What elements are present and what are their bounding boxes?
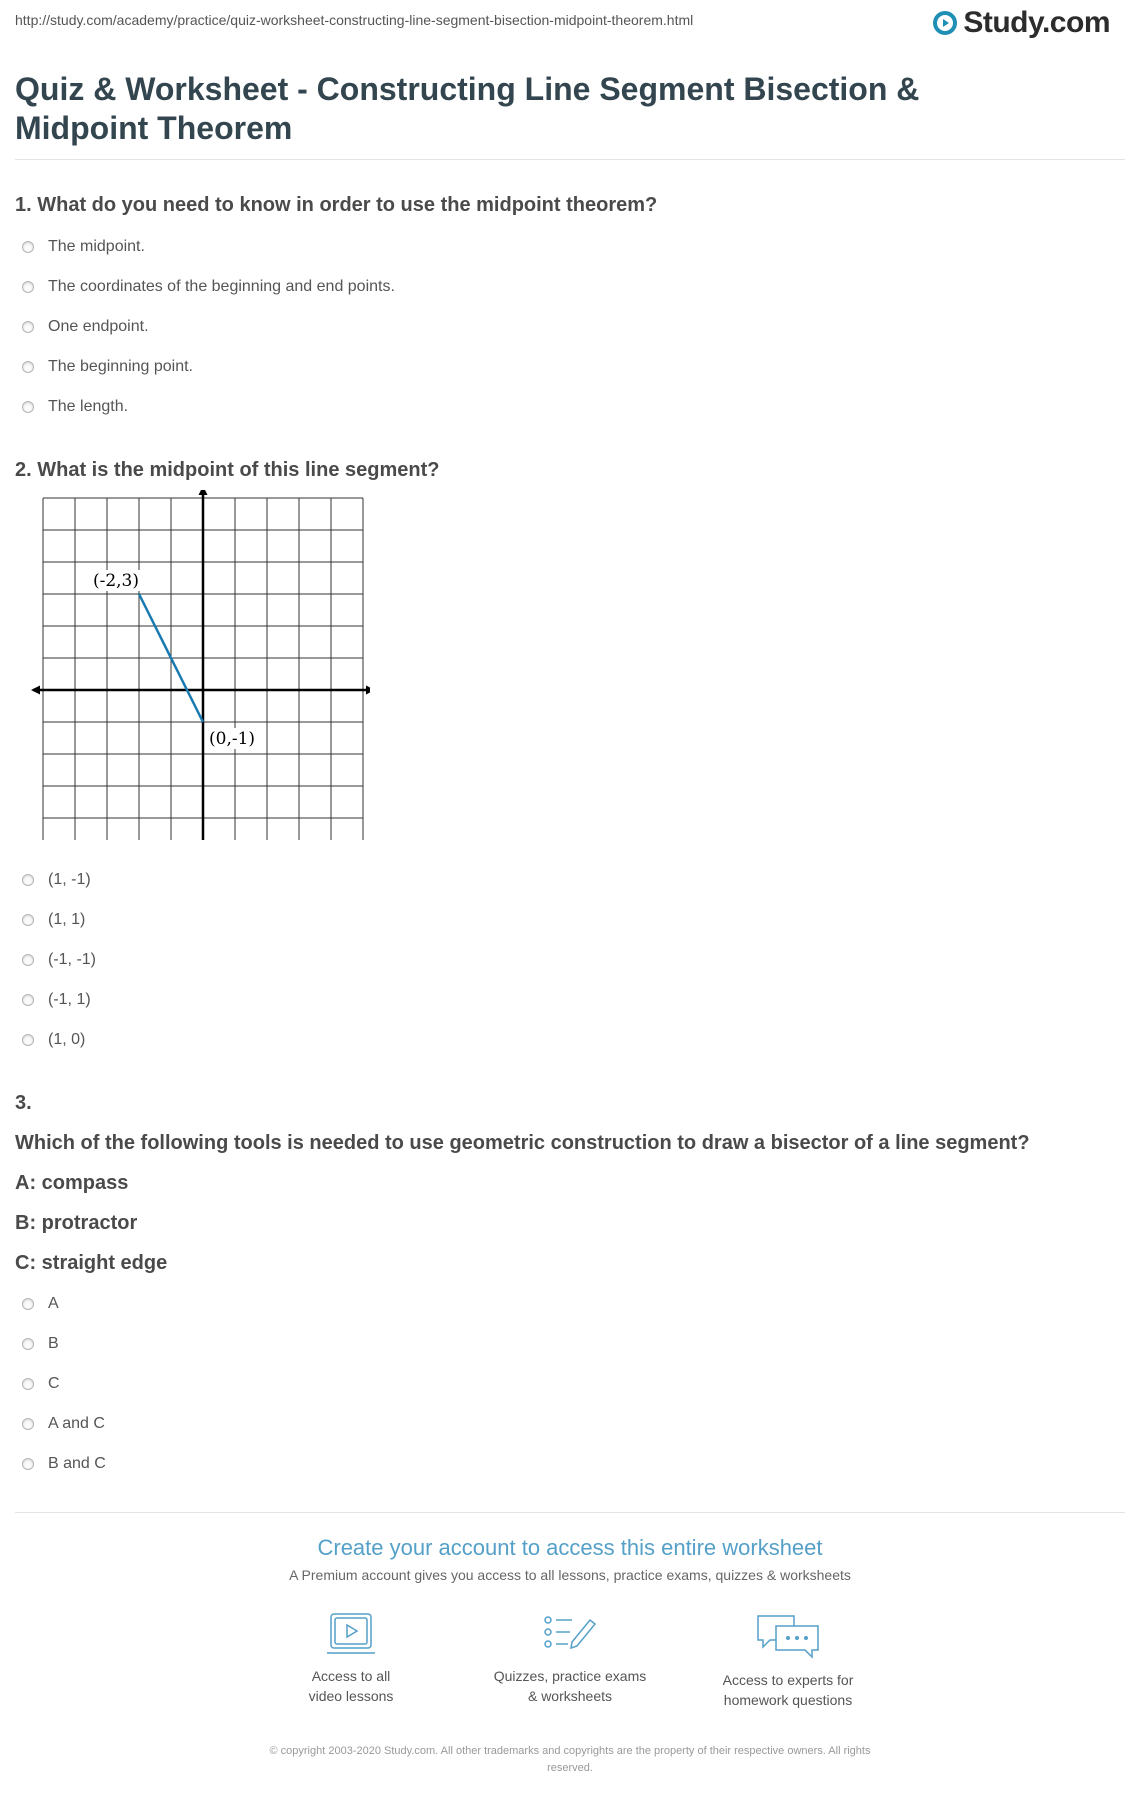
radio-button[interactable]	[22, 281, 34, 293]
question-1-options	[15, 227, 815, 427]
answer-option[interactable]	[15, 1284, 815, 1324]
question-3-choice-b: B: protractor	[15, 1212, 138, 1234]
question-2: 2. What is the midpoint of this line segment?	[15, 459, 440, 481]
answer-option[interactable]	[15, 1404, 815, 1444]
answer-option[interactable]	[15, 1324, 815, 1364]
question-2-options	[15, 860, 815, 1060]
answer-option[interactable]	[15, 227, 815, 267]
question-3-choice-a: A: compass	[15, 1172, 129, 1194]
copyright-line2: reserved.	[547, 1762, 593, 1774]
logo-text: Study.com	[963, 6, 1110, 39]
question-3	[15, 1083, 1115, 1283]
study-logo[interactable]	[933, 6, 1110, 40]
radio-button[interactable]	[22, 1338, 34, 1350]
axes	[31, 490, 370, 840]
answer-option[interactable]	[15, 900, 815, 940]
video-lesson-icon	[325, 1612, 377, 1656]
option-label: One endpoint.	[48, 318, 149, 335]
feature-quizzes	[470, 1612, 670, 1706]
option-label: The length.	[48, 398, 129, 415]
option-label: A	[48, 1295, 59, 1312]
answer-option[interactable]	[15, 267, 815, 307]
point-label: (0,-1)	[209, 729, 256, 749]
answer-option[interactable]	[15, 980, 815, 1020]
study-play-icon	[933, 11, 957, 35]
radio-button[interactable]	[22, 994, 34, 1006]
answer-option[interactable]	[15, 307, 815, 347]
feature-list	[15, 1612, 1125, 1722]
option-label: The coordinates of the beginning and end points.	[48, 278, 395, 295]
feature-label	[251, 1666, 451, 1706]
answer-option[interactable]	[15, 1444, 815, 1484]
radio-button[interactable]	[22, 1298, 34, 1310]
question-3-number: 3.	[15, 1092, 32, 1114]
question-3-text: Which of the following tools is needed to use geometric construction to draw a bisector of a line segment?	[15, 1132, 1030, 1154]
radio-button[interactable]	[22, 321, 34, 333]
feature-video-lessons	[251, 1612, 451, 1706]
cta-subtitle: A Premium account gives you access to all lessons, practice exams, quizzes & worksheets	[289, 1567, 851, 1583]
option-label: (1, 0)	[48, 1031, 86, 1048]
point-label: (-2,3)	[92, 571, 139, 591]
page-url: http://study.com/academy/practice/quiz-worksheet-constructing-line-segment-bisection-midpoint-theorem.html	[15, 12, 694, 28]
feature-label-line1: Access to experts for	[722, 1672, 854, 1688]
feature-label-line2: & worksheets	[527, 1688, 613, 1704]
answer-option[interactable]	[15, 387, 815, 427]
y-axis-arrow-up	[199, 490, 208, 495]
question-1: 1. What do you need to know in order to use the midpoint theorem?	[15, 194, 658, 216]
option-label: (-1, -1)	[48, 951, 96, 968]
option-label: C	[48, 1375, 60, 1392]
quiz-worksheet-icon	[542, 1612, 598, 1656]
radio-button[interactable]	[22, 1034, 34, 1046]
coordinate-graph	[20, 490, 370, 840]
option-label: (1, 1)	[48, 911, 86, 928]
feature-experts	[688, 1612, 888, 1710]
answer-option[interactable]	[15, 347, 815, 387]
radio-button[interactable]	[22, 401, 34, 413]
option-label: B	[48, 1335, 59, 1352]
radio-button[interactable]	[22, 954, 34, 966]
radio-button[interactable]	[22, 914, 34, 926]
answer-option[interactable]	[15, 1364, 815, 1404]
radio-button[interactable]	[22, 1458, 34, 1470]
feature-label	[470, 1666, 670, 1706]
chat-expert-icon	[756, 1612, 820, 1660]
x-axis-arrow-left	[31, 686, 40, 695]
answer-option[interactable]	[15, 1020, 815, 1060]
option-label: B and C	[48, 1455, 106, 1472]
feature-label-line2: video lessons	[308, 1688, 394, 1704]
option-label: The beginning point.	[48, 358, 193, 375]
copyright-line1: © copyright 2003-2020 Study.com. All other trademarks and copyrights are the property of their respective owners. All rights	[269, 1745, 871, 1757]
page-title: Quiz & Worksheet - Constructing Line Segment Bisection & Midpoint Theorem	[15, 71, 920, 146]
feature-label-line1: Access to all	[311, 1668, 391, 1684]
radio-button[interactable]	[22, 241, 34, 253]
option-label: A and C	[48, 1415, 105, 1432]
copyright-footer	[215, 1743, 925, 1777]
divider	[15, 159, 1125, 160]
question-3-options	[15, 1284, 815, 1484]
feature-label-line1: Quizzes, practice exams	[493, 1668, 647, 1684]
radio-button[interactable]	[22, 1378, 34, 1390]
answer-option[interactable]	[15, 940, 815, 980]
feature-label	[688, 1670, 888, 1710]
radio-button[interactable]	[22, 361, 34, 373]
feature-label-line2: homework questions	[723, 1692, 853, 1708]
option-label: (1, -1)	[48, 871, 91, 888]
x-axis-arrow-right	[366, 686, 370, 695]
radio-button[interactable]	[22, 874, 34, 886]
divider	[15, 1512, 1125, 1513]
question-3-choice-c: C: straight edge	[15, 1252, 168, 1274]
signup-cta	[15, 1535, 1125, 1583]
answer-option[interactable]	[15, 860, 815, 900]
option-label: The midpoint.	[48, 238, 145, 255]
option-label: (-1, 1)	[48, 991, 91, 1008]
cta-title[interactable]: Create your account to access this entire worksheet	[317, 1535, 823, 1560]
radio-button[interactable]	[22, 1418, 34, 1430]
